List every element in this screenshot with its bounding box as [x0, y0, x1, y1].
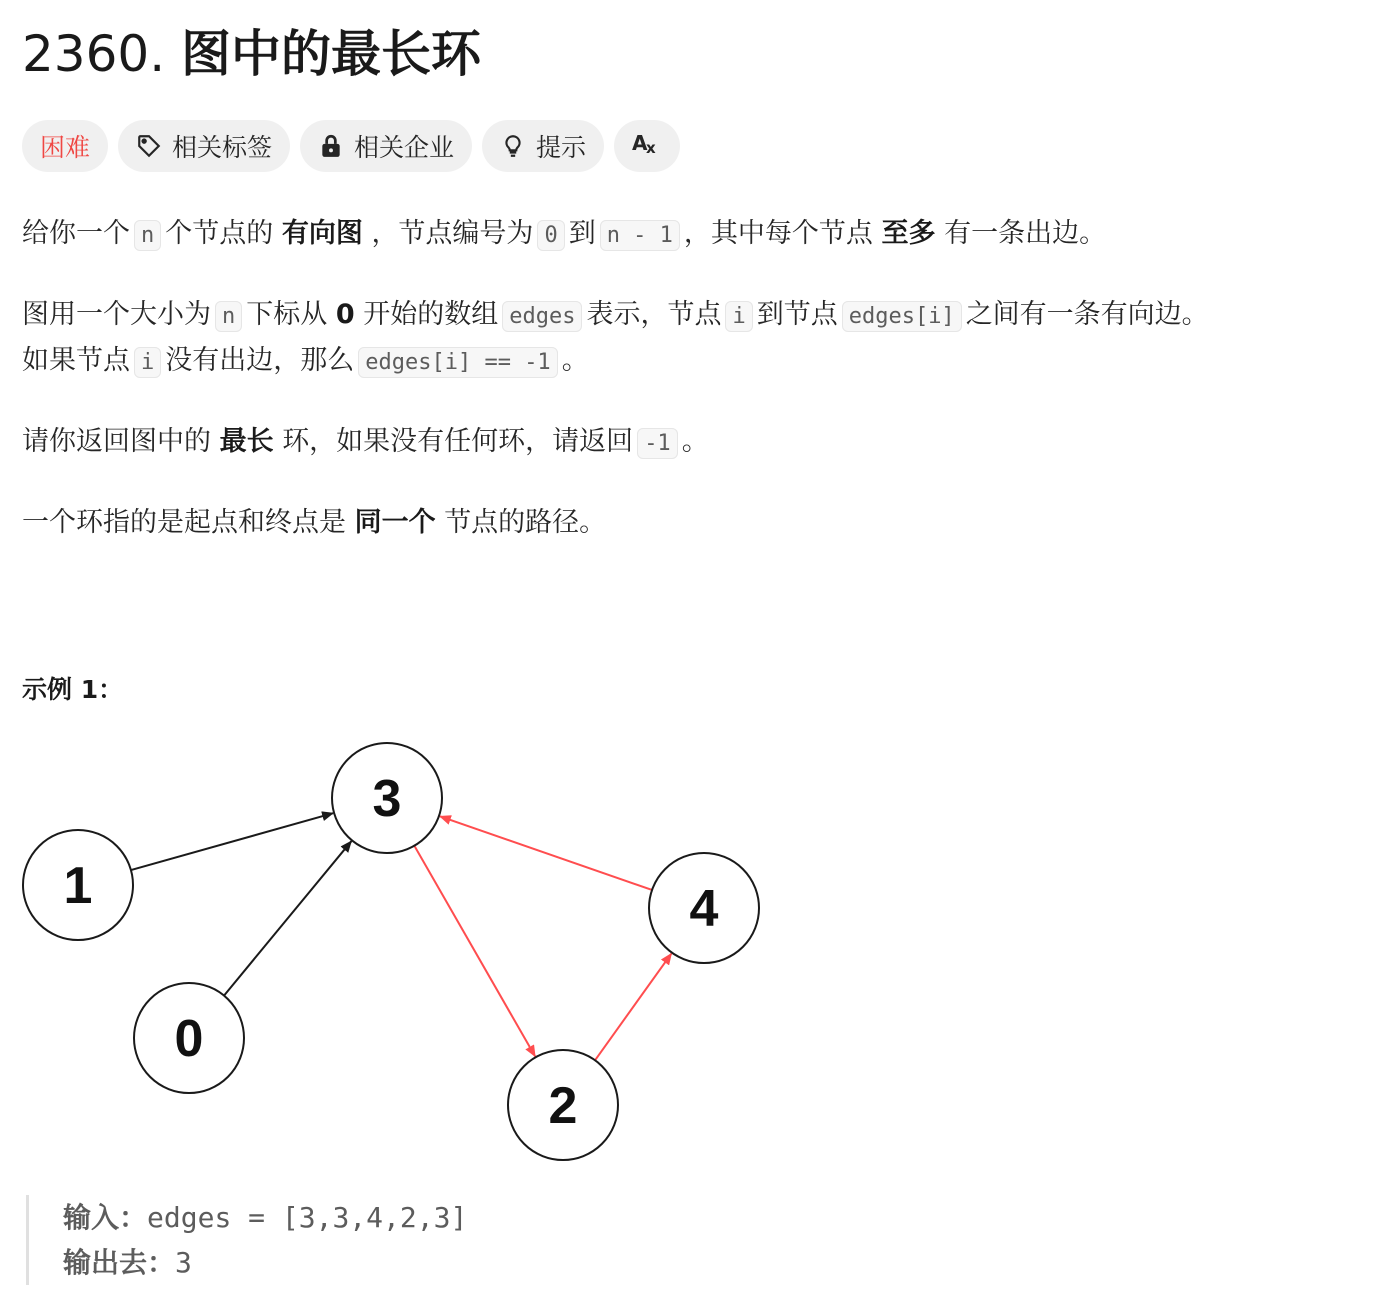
translate-icon — [632, 130, 662, 162]
graph-node-1 — [23, 830, 133, 940]
graph-edge-1-3 — [131, 813, 333, 870]
graph-edge-0-3 — [224, 841, 351, 995]
related-companies-label: 相关企业 — [354, 133, 455, 162]
hint-button[interactable] — [482, 120, 604, 172]
example-output-line — [63, 1240, 467, 1285]
example-input-line — [63, 1195, 467, 1240]
graph-nodes — [23, 743, 759, 1160]
output-label: 输出去： — [63, 1246, 176, 1279]
related-companies-button[interactable] — [300, 120, 472, 172]
example-graph — [0, 730, 800, 1175]
graph-node-label: 2 — [548, 1077, 578, 1135]
hint-label: 提示 — [536, 133, 587, 162]
graph-edge-4-3 — [440, 816, 652, 890]
graph-node-label: 3 — [372, 770, 402, 828]
output-value: 3 — [175, 1246, 192, 1279]
problem-title — [22, 22, 481, 86]
graph-node-label: 4 — [689, 880, 719, 938]
related-tags-button[interactable] — [118, 120, 290, 172]
problem-name: 图中的最长环 — [181, 25, 482, 83]
translate-button[interactable] — [614, 120, 680, 172]
example-title: 示例 1： — [22, 675, 124, 704]
lightbulb-icon — [500, 133, 526, 159]
desc-paragraph-3: 请你返回图中的 最长 环，如果没有任何环，请返回 -1 。 — [22, 426, 709, 457]
graph-node-4 — [649, 853, 759, 963]
graph-node-2 — [508, 1050, 618, 1160]
graph-node-label: 0 — [174, 1010, 204, 1068]
tag-icon — [136, 133, 162, 159]
input-value: edges = [3,3,4,2,3] — [147, 1201, 468, 1234]
input-label: 输入： — [63, 1201, 148, 1234]
related-tags-label: 相关标签 — [172, 133, 273, 162]
example-io-block — [26, 1195, 467, 1285]
graph-edge-3-2 — [414, 846, 535, 1057]
desc-paragraph-2: 图用一个大小为 n 下标从 0 开始的数组 edges 表示，节点 i 到节点 edges[i] 之间有一条有向边。 — [22, 299, 1209, 330]
problem-number: 2360. — [22, 25, 166, 83]
desc-paragraph-4: 一个环指的是起点和终点是 同一个 节点的路径。 — [22, 507, 607, 538]
desc-paragraph-1: 给你一个 n 个节点的 有向图 ，节点编号为 0 到 n - 1 ，其中每个节点 至多 有一条出边。 — [22, 218, 1107, 249]
graph-node-3 — [332, 743, 442, 853]
graph-edge-2-4 — [595, 954, 671, 1061]
svg-text:x: x — [646, 139, 656, 156]
lock-icon — [318, 133, 344, 159]
svg-text:A: A — [632, 131, 648, 155]
desc-paragraph-2b: 如果节点 i 没有出边，那么 edges[i] == -1 。 — [22, 345, 589, 376]
graph-node-0 — [134, 983, 244, 1093]
graph-node-label: 1 — [63, 857, 93, 915]
problem-chips — [22, 120, 680, 172]
difficulty-badge[interactable]: 困难 — [22, 120, 108, 172]
